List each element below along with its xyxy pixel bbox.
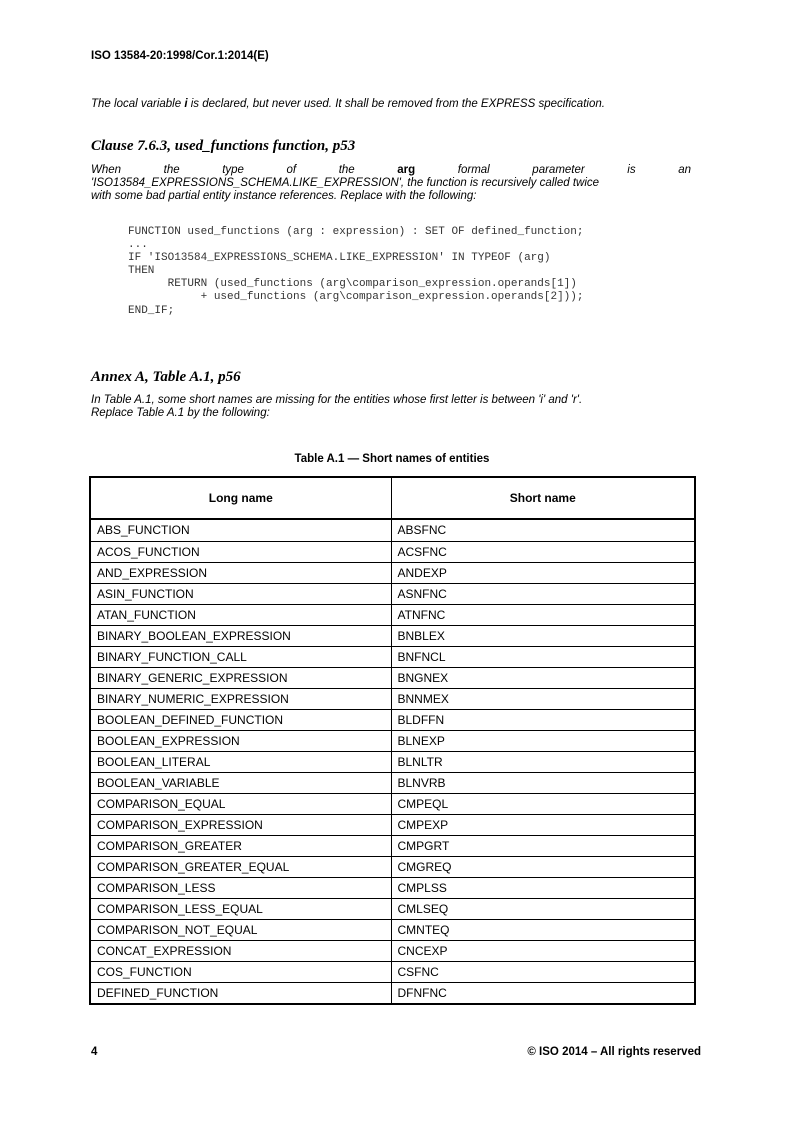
short-name-cell: CMPEXP [391,814,695,835]
table-caption: Table A.1 — Short names of entities [294,453,490,465]
short-name-cell: CMPGRT [391,835,695,856]
long-name-cell: ASIN_FUNCTION [90,583,391,604]
table-row [90,604,695,625]
long-name-cell: COMPARISON_GREATER_EQUAL [90,856,391,877]
long-name-cell: ACOS_FUNCTION [90,541,391,562]
table-row [90,625,695,646]
long-name-cell: COMPARISON_EXPRESSION [90,814,391,835]
table-row [90,562,695,583]
table-row [90,688,695,709]
long-name-cell: AND_EXPRESSION [90,562,391,583]
short-name-cell: BNNMEX [391,688,695,709]
short-name-cell: BLNEXP [391,730,695,751]
short-name-cell: ATNFNC [391,604,695,625]
short-name-cell: CMPLSS [391,877,695,898]
short-name-cell: CMPEQL [391,793,695,814]
short-name-cell: CNCEXP [391,940,695,961]
short-names-table [89,476,696,1005]
table-row [90,772,695,793]
short-name-cell: BLDFFN [391,709,695,730]
short-name-cell: ABSFNC [391,519,695,541]
table-row [90,541,695,562]
table-row [90,919,695,940]
short-name-cell: DFNFNC [391,982,695,1004]
short-name-cell: BNGNEX [391,667,695,688]
annex-line-2: Replace Table A.1 by the following: [91,407,270,419]
long-name-cell: COS_FUNCTION [90,961,391,982]
short-name-cell: BNBLEX [391,625,695,646]
long-name-cell: BOOLEAN_VARIABLE [90,772,391,793]
table-header-row [90,477,695,519]
long-name-cell: ATAN_FUNCTION [90,604,391,625]
long-name-cell: COMPARISON_LESS [90,877,391,898]
clause-line-1-before: When the type of the [91,164,398,176]
long-name-cell: CONCAT_EXPRESSION [90,940,391,961]
short-name-cell: ANDEXP [391,562,695,583]
short-name-cell: BLNLTR [391,751,695,772]
table-row [90,646,695,667]
table-row [90,667,695,688]
short-name-cell: BNFNCL [391,646,695,667]
clause-line-1-after: formal parameter is an [415,164,691,176]
table-row [90,793,695,814]
intro-text-after: is declared, but never used. It shall be removed from the EXPRESS specification. [187,98,605,110]
long-name-cell: DEFINED_FUNCTION [90,982,391,1004]
short-name-cell: CSFNC [391,961,695,982]
table-row [90,583,695,604]
page-number: 4 [91,1046,98,1058]
copyright-notice: © ISO 2014 – All rights reserved [527,1046,701,1058]
table-row [90,835,695,856]
clause-line-1 [91,164,691,177]
long-name-cell: BOOLEAN_DEFINED_FUNCTION [90,709,391,730]
table-row [90,709,695,730]
short-name-cell: CMNTEQ [391,919,695,940]
long-name-cell: ABS_FUNCTION [90,519,391,541]
clause-title: Clause 7.6.3, used_functions function, p53 [91,138,356,154]
table-row [90,814,695,835]
long-name-cell: BINARY_BOOLEAN_EXPRESSION [90,625,391,646]
table-row [90,877,695,898]
clause-arg-bold: arg [397,164,416,176]
annex-title: Annex A, Table A.1, p56 [91,369,241,385]
long-name-cell: BINARY_FUNCTION_CALL [90,646,391,667]
clause-line-2: 'ISO13584_EXPRESSIONS_SCHEMA.LIKE_EXPRESSION', the function is recursively called twice [91,177,600,189]
short-name-cell: ASNFNC [391,583,695,604]
table-body [90,519,695,1004]
short-name-cell: CMLSEQ [391,898,695,919]
table-row [90,519,695,541]
table-row [90,751,695,772]
long-name-cell: COMPARISON_NOT_EQUAL [90,919,391,940]
long-name-cell: COMPARISON_LESS_EQUAL [90,898,391,919]
table-row [90,856,695,877]
short-name-cell: ACSFNC [391,541,695,562]
express-code-block: FUNCTION used_functions (arg : expression) : SET OF defined_function; ... IF 'ISO13584_EXPRESSIONS_SCHEMA.LIKE_EXPRESSION' IN TYPEOF (arg) THEN RETURN (used_functions (arg\comparison_expression.operands[1]) + used_functions (arg\comparison_expression.operands[2])); END_IF; [128,226,584,317]
intro-paragraph [91,98,605,111]
long-name-cell: BOOLEAN_EXPRESSION [90,730,391,751]
long-name-cell: BINARY_NUMERIC_EXPRESSION [90,688,391,709]
table-row [90,898,695,919]
intro-text-before: The local variable [91,98,185,110]
annex-line-1: In Table A.1, some short names are missing for the entities whose first letter is between 'i' and 'r'. [91,394,583,406]
long-name-cell: BOOLEAN_LITERAL [90,751,391,772]
clause-line-3: with some bad partial entity instance references. Replace with the following: [91,190,477,202]
table-row [90,940,695,961]
document-id: ISO 13584-20:1998/Cor.1:2014(E) [91,50,269,62]
short-name-cell: BLNVRB [391,772,695,793]
long-name-cell: BINARY_GENERIC_EXPRESSION [90,667,391,688]
long-name-cell: COMPARISON_GREATER [90,835,391,856]
table-row [90,730,695,751]
long-name-cell: COMPARISON_EQUAL [90,793,391,814]
intro-variable: i [184,98,188,110]
table-row [90,961,695,982]
table-row [90,982,695,1004]
header-long-name: Long name [90,477,391,519]
header-short-name: Short name [391,477,695,519]
short-name-cell: CMGREQ [391,856,695,877]
